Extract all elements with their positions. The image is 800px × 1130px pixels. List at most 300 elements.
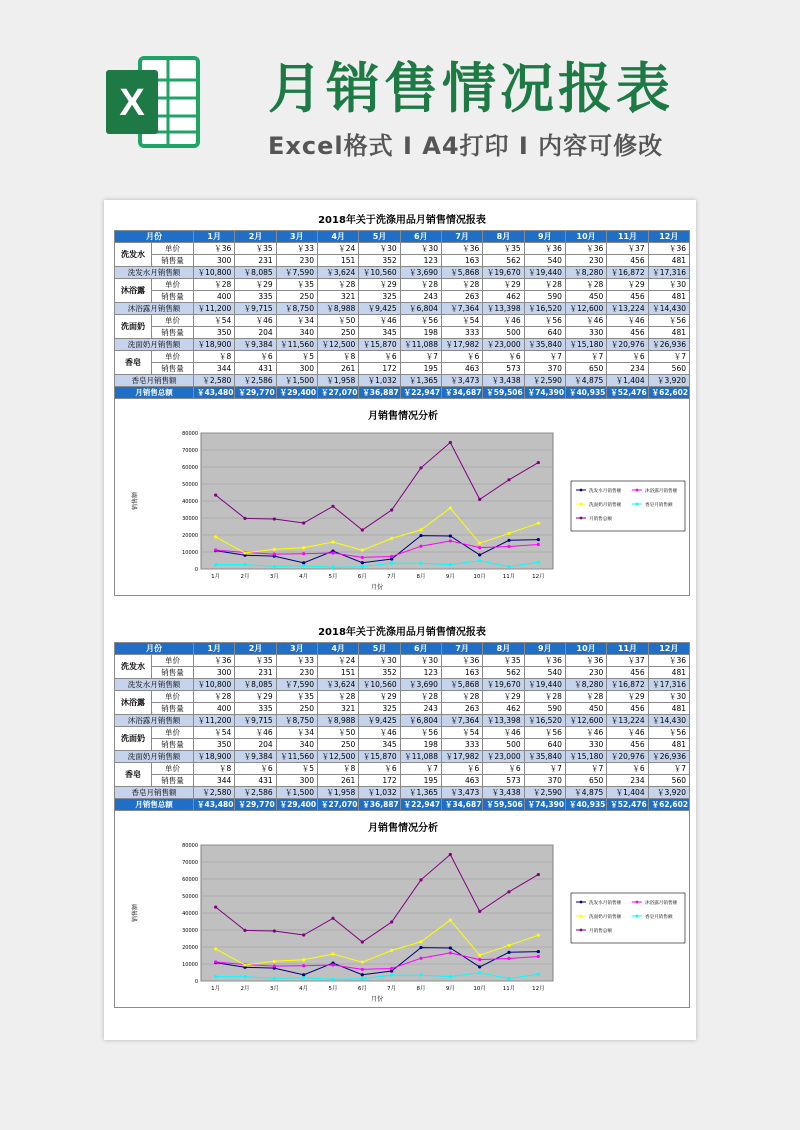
header-row <box>115 231 690 243</box>
data-point <box>302 973 305 976</box>
month-header-cell: 10月 <box>565 231 606 243</box>
subtotal-cell: ￥3,920 <box>648 787 689 799</box>
subtotal-row <box>115 787 690 799</box>
y-tick-label: 60000 <box>182 877 198 883</box>
subtotal-cell: ￥26,936 <box>648 339 689 351</box>
subtotal-label-cell: 香皂月销售额 <box>115 375 194 387</box>
quantity-cell: 456 <box>607 327 648 339</box>
subtotal-cell: ￥11,200 <box>194 303 235 315</box>
excel-logo-letter: X <box>119 82 145 124</box>
hero-banner <box>0 0 800 190</box>
total-cell: ￥29,400 <box>276 799 317 811</box>
data-point <box>243 517 246 520</box>
subtotal-cell: ￥6,804 <box>400 715 441 727</box>
data-point <box>419 528 422 531</box>
data-point <box>449 946 452 949</box>
quantity-cell: 335 <box>235 291 276 303</box>
chart-title: 月销售情况分析 <box>368 823 438 834</box>
subtotal-cell: ￥13,224 <box>607 303 648 315</box>
data-point <box>419 974 422 977</box>
price-cell: ￥6 <box>607 351 648 363</box>
product-name-cell: 香皂 <box>115 351 152 375</box>
price-cell: ￥28 <box>317 691 358 703</box>
x-tick-label: 2月 <box>240 574 250 580</box>
subtotal-cell: ￥7,364 <box>441 303 482 315</box>
quantity-cell: 456 <box>607 291 648 303</box>
price-cell: ￥5 <box>276 351 317 363</box>
x-axis-label: 月份 <box>370 996 384 1003</box>
price-cell: ￥29 <box>235 691 276 703</box>
price-cell: ￥5 <box>276 763 317 775</box>
quantity-cell: 234 <box>607 363 648 375</box>
price-row <box>115 315 690 327</box>
legend-entry: 沐浴露月销售额 <box>645 489 678 494</box>
quantity-cell: 573 <box>483 363 524 375</box>
quantity-row <box>115 363 690 375</box>
month-header-cell: 4月 <box>317 643 358 655</box>
quantity-cell: 325 <box>359 703 400 715</box>
price-cell: ￥36 <box>648 243 689 255</box>
x-axis-label: 月份 <box>370 584 384 591</box>
product-name-cell: 洗面奶 <box>115 727 152 751</box>
subtotal-cell: ￥1,404 <box>607 787 648 799</box>
subtotal-cell: ￥12,500 <box>317 339 358 351</box>
subtotal-cell: ￥3,690 <box>400 679 441 691</box>
quantity-cell: 481 <box>648 667 689 679</box>
quantity-cell: 370 <box>524 775 565 787</box>
quantity-cell: 540 <box>524 255 565 267</box>
subtotal-cell: ￥10,560 <box>359 679 400 691</box>
total-cell: ￥29,770 <box>235 387 276 399</box>
quantity-row <box>115 775 690 787</box>
subtotal-cell: ￥13,224 <box>607 715 648 727</box>
quantity-cell: 350 <box>194 739 235 751</box>
data-point <box>273 977 276 980</box>
metric-label-cell: 销售量 <box>152 363 194 375</box>
data-point <box>449 534 452 537</box>
subtotal-cell: ￥15,180 <box>565 339 606 351</box>
subtotal-row <box>115 751 690 763</box>
data-point <box>478 546 481 549</box>
data-point <box>537 538 540 541</box>
data-point <box>361 968 364 971</box>
subtotal-cell: ￥19,440 <box>524 679 565 691</box>
price-cell: ￥50 <box>317 315 358 327</box>
quantity-cell: 345 <box>359 739 400 751</box>
data-point <box>537 873 540 876</box>
quantity-cell: 562 <box>483 255 524 267</box>
data-point <box>478 553 481 556</box>
metric-label-cell: 销售量 <box>152 291 194 303</box>
header-row <box>115 643 690 655</box>
metric-label-cell: 销售量 <box>152 327 194 339</box>
price-cell: ￥24 <box>317 243 358 255</box>
data-point <box>331 505 334 508</box>
price-cell: ￥24 <box>317 655 358 667</box>
chart-container <box>114 811 690 1008</box>
total-cell: ￥62,602 <box>648 387 689 399</box>
price-cell: ￥36 <box>441 655 482 667</box>
quantity-cell: 250 <box>276 703 317 715</box>
subtotal-cell: ￥17,316 <box>648 679 689 691</box>
price-cell: ￥46 <box>607 315 648 327</box>
data-point <box>273 517 276 520</box>
subtotal-cell: ￥15,870 <box>359 751 400 763</box>
month-header-cell: 10月 <box>565 643 606 655</box>
total-cell: ￥59,506 <box>483 799 524 811</box>
quantity-cell: 163 <box>441 667 482 679</box>
price-cell: ￥46 <box>483 315 524 327</box>
data-point <box>243 551 246 554</box>
metric-label-cell: 单价 <box>152 691 194 703</box>
price-cell: ￥30 <box>400 243 441 255</box>
month-header-cell: 月份 <box>115 643 194 655</box>
quantity-row <box>115 667 690 679</box>
y-tick-label: 40000 <box>182 499 198 505</box>
metric-label-cell: 销售量 <box>152 255 194 267</box>
quantity-cell: 573 <box>483 775 524 787</box>
quantity-cell: 204 <box>235 739 276 751</box>
month-header-cell: 12月 <box>648 231 689 243</box>
data-point <box>273 548 276 551</box>
x-tick-label: 9月 <box>445 986 455 992</box>
chart-container <box>114 399 690 596</box>
total-cell: ￥59,506 <box>483 387 524 399</box>
month-header-cell: 9月 <box>524 231 565 243</box>
x-tick-label: 11月 <box>502 986 516 992</box>
x-tick-label: 11月 <box>502 574 516 580</box>
price-cell: ￥6 <box>607 763 648 775</box>
quantity-cell: 198 <box>400 327 441 339</box>
price-cell: ￥30 <box>400 655 441 667</box>
subtotal-cell: ￥26,936 <box>648 751 689 763</box>
subtotal-label-cell: 洗面奶月销售额 <box>115 751 194 763</box>
subtotal-cell: ￥1,032 <box>359 375 400 387</box>
quantity-cell: 456 <box>607 667 648 679</box>
quantity-cell: 261 <box>317 363 358 375</box>
subtotal-cell: ￥12,600 <box>565 715 606 727</box>
data-point <box>390 537 393 540</box>
quantity-cell: 300 <box>276 363 317 375</box>
month-header-cell: 5月 <box>359 643 400 655</box>
data-point <box>214 975 217 978</box>
sheet-title: 2018年关于洗涤用品月销售情况报表 <box>318 627 486 638</box>
price-cell: ￥56 <box>524 315 565 327</box>
subtotal-cell: ￥10,800 <box>194 679 235 691</box>
quantity-cell: 151 <box>317 667 358 679</box>
quantity-cell: 195 <box>400 363 441 375</box>
data-point <box>302 564 305 567</box>
metric-label-cell: 单价 <box>152 279 194 291</box>
total-cell: ￥29,770 <box>235 799 276 811</box>
y-tick-label: 50000 <box>182 482 198 488</box>
total-cell: ￥36,887 <box>359 387 400 399</box>
quantity-row <box>115 291 690 303</box>
price-cell: ￥36 <box>565 243 606 255</box>
quantity-cell: 590 <box>524 703 565 715</box>
data-point <box>243 963 246 966</box>
quantity-cell: 330 <box>565 327 606 339</box>
subtotal-cell: ￥16,520 <box>524 715 565 727</box>
data-point <box>214 563 217 566</box>
subtotal-cell: ￥14,430 <box>648 715 689 727</box>
subtotal-cell: ￥11,200 <box>194 715 235 727</box>
price-row <box>115 655 690 667</box>
price-cell: ￥28 <box>194 691 235 703</box>
metric-label-cell: 单价 <box>152 763 194 775</box>
excel-logo-icon <box>102 52 202 152</box>
quantity-cell: 151 <box>317 255 358 267</box>
price-cell: ￥7 <box>565 351 606 363</box>
x-tick-label: 5月 <box>328 986 338 992</box>
subtotal-cell: ￥9,715 <box>235 715 276 727</box>
report-block-1 <box>114 212 690 596</box>
quantity-cell: 344 <box>194 363 235 375</box>
y-tick-label: 10000 <box>182 550 198 556</box>
price-cell: ￥37 <box>607 243 648 255</box>
data-point <box>478 559 481 562</box>
data-point <box>449 951 452 954</box>
data-point <box>390 949 393 952</box>
quantity-cell: 261 <box>317 775 358 787</box>
price-cell: ￥46 <box>359 727 400 739</box>
price-cell: ￥28 <box>441 279 482 291</box>
data-point <box>214 905 217 908</box>
quantity-cell: 462 <box>483 291 524 303</box>
subtotal-cell: ￥13,398 <box>483 715 524 727</box>
x-tick-label: 4月 <box>299 574 309 580</box>
subtotal-cell: ￥35,840 <box>524 339 565 351</box>
month-header-cell: 6月 <box>400 643 441 655</box>
legend-marker <box>636 901 639 904</box>
y-tick-label: 10000 <box>182 962 198 968</box>
price-cell: ￥35 <box>235 655 276 667</box>
price-cell: ￥6 <box>441 351 482 363</box>
quantity-cell: 350 <box>194 327 235 339</box>
metric-label-cell: 单价 <box>152 727 194 739</box>
x-tick-label: 9月 <box>445 574 455 580</box>
price-cell: ￥35 <box>235 243 276 255</box>
subtotal-cell: ￥16,872 <box>607 679 648 691</box>
subtotal-cell: ￥9,425 <box>359 715 400 727</box>
metric-label-cell: 销售量 <box>152 667 194 679</box>
data-point <box>361 565 364 568</box>
metric-label-cell: 单价 <box>152 315 194 327</box>
quantity-cell: 243 <box>400 291 441 303</box>
subtotal-cell: ￥13,398 <box>483 303 524 315</box>
data-point <box>390 555 393 558</box>
price-cell: ￥36 <box>194 655 235 667</box>
data-point <box>537 522 540 525</box>
data-point <box>537 561 540 564</box>
quantity-cell: 431 <box>235 363 276 375</box>
quantity-cell: 195 <box>400 775 441 787</box>
data-point <box>361 940 364 943</box>
subtotal-label-cell: 洗面奶月销售额 <box>115 339 194 351</box>
price-cell: ￥28 <box>317 279 358 291</box>
data-point <box>537 950 540 953</box>
price-cell: ￥7 <box>524 351 565 363</box>
price-cell: ￥34 <box>276 315 317 327</box>
price-cell: ￥6 <box>359 351 400 363</box>
quantity-cell: 481 <box>648 739 689 751</box>
metric-label-cell: 销售量 <box>152 703 194 715</box>
data-point <box>507 478 510 481</box>
subtotal-cell: ￥16,520 <box>524 303 565 315</box>
data-point <box>390 973 393 976</box>
subtotal-cell: ￥9,384 <box>235 751 276 763</box>
subtotal-cell: ￥1,032 <box>359 787 400 799</box>
subtotal-cell: ￥2,586 <box>235 375 276 387</box>
total-cell: ￥74,390 <box>524 799 565 811</box>
quantity-cell: 481 <box>648 703 689 715</box>
subtotal-cell: ￥3,624 <box>317 679 358 691</box>
quantity-cell: 325 <box>359 291 400 303</box>
subtotal-cell: ￥11,560 <box>276 339 317 351</box>
x-tick-label: 12月 <box>532 574 545 580</box>
price-cell: ￥7 <box>565 763 606 775</box>
x-tick-label: 7月 <box>387 986 397 992</box>
total-cell: ￥22,947 <box>400 799 441 811</box>
data-point <box>273 965 276 968</box>
subtotal-cell: ￥17,982 <box>441 339 482 351</box>
price-cell: ￥8 <box>194 763 235 775</box>
quantity-cell: 450 <box>565 703 606 715</box>
quantity-cell: 300 <box>276 775 317 787</box>
quantity-cell: 335 <box>235 703 276 715</box>
quantity-cell: 400 <box>194 703 235 715</box>
sales-table <box>114 642 690 811</box>
price-cell: ￥35 <box>483 243 524 255</box>
total-cell: ￥40,935 <box>565 799 606 811</box>
subtotal-cell: ￥8,988 <box>317 303 358 315</box>
price-cell: ￥33 <box>276 655 317 667</box>
quantity-cell: 456 <box>607 255 648 267</box>
y-axis-label: 销售额 <box>132 903 139 923</box>
price-cell: ￥46 <box>565 315 606 327</box>
price-cell: ￥29 <box>483 279 524 291</box>
price-row <box>115 351 690 363</box>
data-point <box>537 543 540 546</box>
data-point <box>361 528 364 531</box>
product-name-cell: 沐浴露 <box>115 279 152 303</box>
price-cell: ￥28 <box>565 691 606 703</box>
data-point <box>390 920 393 923</box>
subtotal-cell: ￥9,715 <box>235 303 276 315</box>
x-tick-label: 7月 <box>387 574 397 580</box>
month-header-cell: 月份 <box>115 231 194 243</box>
data-point <box>449 539 452 542</box>
subtotal-cell: ￥3,438 <box>483 787 524 799</box>
data-point <box>331 952 334 955</box>
subtotal-row <box>115 339 690 351</box>
subtotal-label-cell: 沐浴露月销售额 <box>115 715 194 727</box>
metric-label-cell: 单价 <box>152 655 194 667</box>
quantity-cell: 481 <box>648 291 689 303</box>
price-cell: ￥35 <box>483 655 524 667</box>
data-point <box>449 506 452 509</box>
price-cell: ￥28 <box>565 279 606 291</box>
price-cell: ￥28 <box>400 279 441 291</box>
price-cell: ￥29 <box>359 279 400 291</box>
y-tick-label: 30000 <box>182 516 198 522</box>
legend-entry: 洗面奶月销售额 <box>589 915 622 920</box>
data-point <box>449 853 452 856</box>
total-cell: ￥27,070 <box>317 387 358 399</box>
quantity-cell: 340 <box>276 327 317 339</box>
subtotal-cell: ￥19,670 <box>483 679 524 691</box>
subtotal-cell: ￥8,280 <box>565 267 606 279</box>
month-header-cell: 3月 <box>276 231 317 243</box>
total-row <box>115 799 690 811</box>
data-point <box>537 461 540 464</box>
total-cell: ￥34,687 <box>441 799 482 811</box>
data-point <box>449 918 452 921</box>
subtotal-cell: ￥17,982 <box>441 751 482 763</box>
data-point <box>214 548 217 551</box>
x-tick-label: 6月 <box>357 986 367 992</box>
price-cell: ￥56 <box>400 727 441 739</box>
data-point <box>390 561 393 564</box>
month-header-cell: 8月 <box>483 231 524 243</box>
price-row <box>115 243 690 255</box>
month-header-cell: 12月 <box>648 643 689 655</box>
subtotal-cell: ￥10,800 <box>194 267 235 279</box>
quantity-cell: 352 <box>359 255 400 267</box>
price-cell: ￥28 <box>441 691 482 703</box>
data-point <box>449 975 452 978</box>
subtotal-cell: ￥16,872 <box>607 267 648 279</box>
month-header-cell: 6月 <box>400 231 441 243</box>
quantity-cell: 321 <box>317 291 358 303</box>
data-point <box>331 963 334 966</box>
x-tick-label: 8月 <box>416 986 426 992</box>
product-name-cell: 洗发水 <box>115 655 152 679</box>
price-cell: ￥6 <box>235 351 276 363</box>
subtotal-cell: ￥7,590 <box>276 679 317 691</box>
total-row <box>115 387 690 399</box>
subtotal-cell: ￥23,000 <box>483 751 524 763</box>
data-point <box>302 976 305 979</box>
data-point <box>507 539 510 542</box>
price-cell: ￥37 <box>607 655 648 667</box>
legend-entry: 洗发水月销售额 <box>589 901 622 906</box>
data-point <box>361 556 364 559</box>
data-point <box>449 441 452 444</box>
subtotal-cell: ￥2,580 <box>194 375 235 387</box>
subtotal-cell: ￥15,180 <box>565 751 606 763</box>
month-header-cell: 2月 <box>235 643 276 655</box>
price-cell: ￥50 <box>317 727 358 739</box>
data-point <box>361 977 364 980</box>
quantity-cell: 590 <box>524 291 565 303</box>
quantity-cell: 231 <box>235 667 276 679</box>
data-point <box>302 933 305 936</box>
price-cell: ￥7 <box>648 351 689 363</box>
legend-marker <box>580 929 583 932</box>
quantity-cell: 640 <box>524 739 565 751</box>
subtotal-cell: ￥7,364 <box>441 715 482 727</box>
subtotal-cell: ￥11,088 <box>400 751 441 763</box>
data-point <box>478 498 481 501</box>
quantity-row <box>115 255 690 267</box>
price-cell: ￥46 <box>235 315 276 327</box>
price-cell: ￥54 <box>194 727 235 739</box>
quantity-cell: 204 <box>235 327 276 339</box>
subtotal-cell: ￥3,438 <box>483 375 524 387</box>
subtotal-cell: ￥18,900 <box>194 751 235 763</box>
data-point <box>478 958 481 961</box>
